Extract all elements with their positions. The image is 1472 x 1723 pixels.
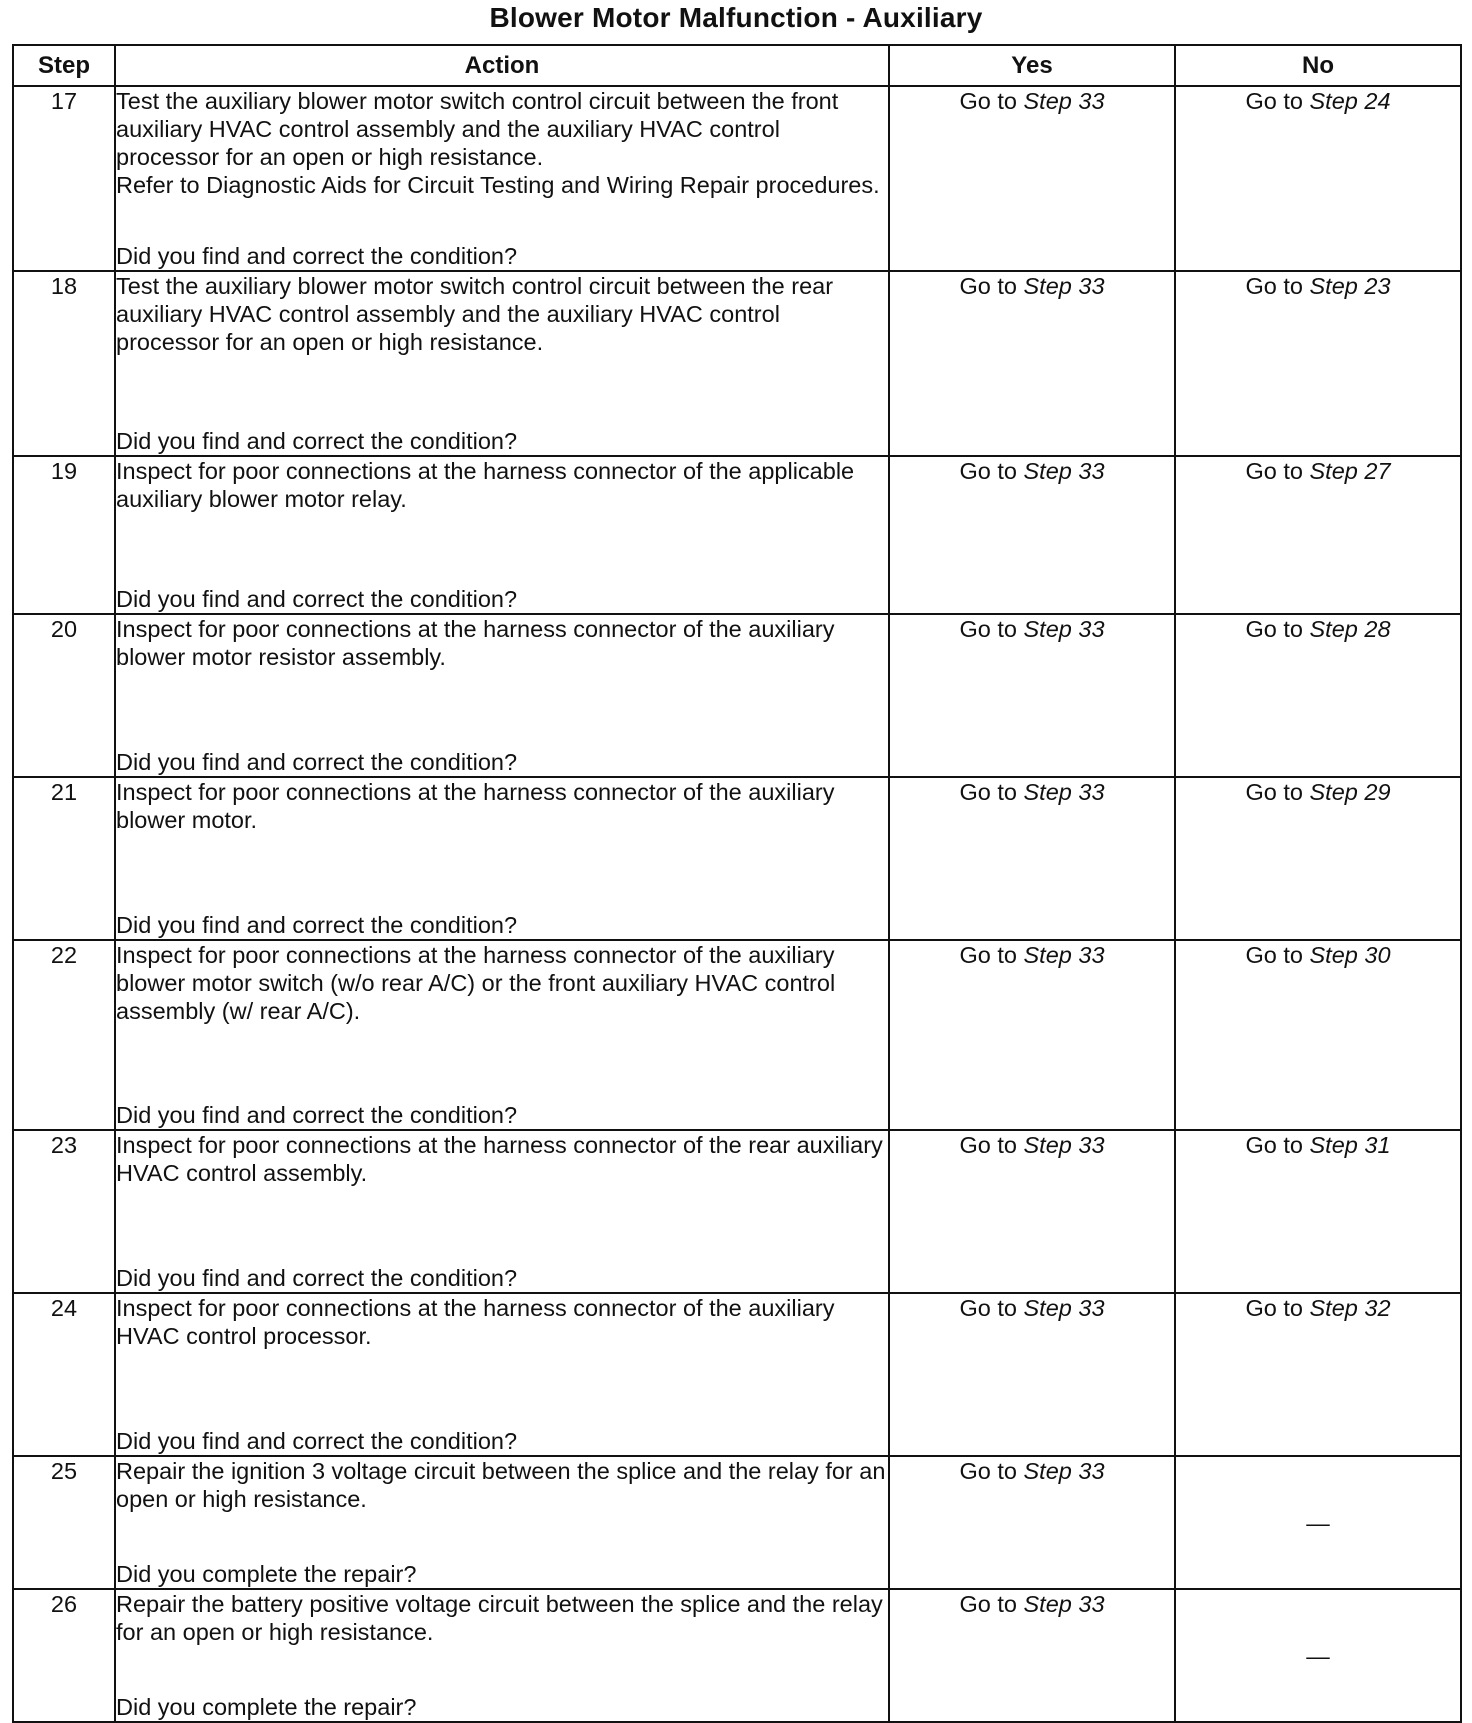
action-cell [115, 1589, 889, 1722]
action-cell [115, 1456, 889, 1589]
no-result [1175, 1456, 1461, 1589]
yes-result [889, 1293, 1175, 1456]
action-instructions [116, 457, 888, 513]
table-header-row [13, 45, 1461, 86]
yes-result [889, 1130, 1175, 1293]
action-question: Did you complete the repair? [116, 1694, 417, 1720]
goto-label: Go to [959, 779, 1017, 805]
action-cell [115, 940, 889, 1130]
action-paragraph: Test the auxiliary blower motor switch control circuit between the rear auxiliary HVAC control assembly and the auxiliary HVAC control processor for an open or high resistance. [116, 273, 834, 355]
no-result [1175, 1293, 1461, 1456]
table-row [13, 456, 1461, 614]
table-row [13, 86, 1461, 271]
goto-label: Go to [1245, 942, 1303, 968]
action-instructions [116, 615, 888, 671]
yes-result [889, 777, 1175, 940]
action-content [116, 457, 888, 613]
action-paragraph: Refer to Diagnostic Aids for Circuit Testing and Wiring Repair procedures. [116, 172, 880, 198]
no-result [1175, 1589, 1461, 1722]
action-question: Did you find and correct the condition? [116, 243, 518, 269]
step-number: 26 [13, 1589, 115, 1722]
step-number: 19 [13, 456, 115, 614]
action-paragraph: Repair the ignition 3 voltage circuit between the splice and the relay for an open or high resistance. [116, 1458, 886, 1512]
action-question: Did you complete the repair? [116, 1561, 417, 1587]
column-header-yes: Yes [889, 45, 1175, 86]
table-row [13, 777, 1461, 940]
action-instructions [116, 778, 888, 834]
action-content [116, 1294, 888, 1455]
goto-step-reference: Step 33 [1023, 1458, 1105, 1484]
yes-result [889, 1589, 1175, 1722]
goto-label: Go to [959, 616, 1017, 642]
action-content [116, 1590, 888, 1721]
action-instructions [116, 1131, 888, 1187]
goto-step-reference: Step 28 [1309, 616, 1391, 642]
action-question: Did you find and correct the condition? [116, 428, 518, 454]
action-instructions [116, 941, 888, 1025]
goto-step-reference: Step 33 [1023, 1295, 1105, 1321]
no-result [1175, 614, 1461, 777]
action-paragraph: Inspect for poor connections at the harness connector of the auxiliary blower motor switch (w/o rear A/C) or the front auxiliary HVAC control assembly (w/ rear A/C). [116, 942, 836, 1024]
goto-label: Go to [1245, 616, 1303, 642]
action-cell [115, 86, 889, 271]
action-question: Did you find and correct the condition? [116, 586, 518, 612]
no-result [1175, 777, 1461, 940]
column-header-no: No [1175, 45, 1461, 86]
goto-step-reference: Step 32 [1309, 1295, 1391, 1321]
goto-step-reference: Step 29 [1309, 779, 1391, 805]
goto-step-reference: Step 27 [1309, 458, 1391, 484]
no-result [1175, 271, 1461, 456]
action-content [116, 87, 888, 270]
no-result [1175, 456, 1461, 614]
action-cell [115, 456, 889, 614]
goto-label: Go to [959, 1458, 1017, 1484]
yes-result [889, 1456, 1175, 1589]
step-number: 18 [13, 271, 115, 456]
no-result [1175, 1130, 1461, 1293]
action-instructions [116, 1294, 888, 1350]
table-row [13, 940, 1461, 1130]
action-cell [115, 1130, 889, 1293]
action-paragraph: Inspect for poor connections at the harness connector of the applicable auxiliary blower motor relay. [116, 458, 855, 512]
action-cell [115, 1293, 889, 1456]
action-paragraph: Inspect for poor connections at the harness connector of the rear auxiliary HVAC control assembly. [116, 1132, 883, 1186]
action-content [116, 615, 888, 776]
column-header-action: Action [115, 45, 889, 86]
action-cell [115, 777, 889, 940]
goto-step-reference: Step 33 [1023, 779, 1105, 805]
diagnostic-table [12, 44, 1462, 1723]
action-instructions [116, 87, 888, 199]
page-title: Blower Motor Malfunction - Auxiliary [489, 2, 983, 33]
goto-label: Go to [959, 1132, 1017, 1158]
step-number: 24 [13, 1293, 115, 1456]
action-instructions [116, 1590, 888, 1646]
action-content [116, 1131, 888, 1292]
goto-label: Go to [959, 88, 1017, 114]
action-content [116, 941, 888, 1129]
action-instructions [116, 272, 888, 356]
action-content [116, 1457, 888, 1588]
goto-step-reference: Step 23 [1309, 273, 1391, 299]
goto-label: Go to [959, 1591, 1017, 1617]
no-result [1175, 86, 1461, 271]
table-body [13, 86, 1461, 1722]
yes-result [889, 86, 1175, 271]
action-question: Did you find and correct the condition? [116, 1428, 518, 1454]
goto-label: Go to [1245, 88, 1303, 114]
action-paragraph: Inspect for poor connections at the harness connector of the auxiliary HVAC control processor. [116, 1295, 835, 1349]
action-question: Did you find and correct the condition? [116, 1265, 518, 1291]
table-row [13, 1589, 1461, 1722]
goto-label: Go to [959, 273, 1017, 299]
action-paragraph: Inspect for poor connections at the harness connector of the auxiliary blower motor resistor assembly. [116, 616, 835, 670]
step-number: 25 [13, 1456, 115, 1589]
goto-step-reference: Step 33 [1023, 458, 1105, 484]
column-header-step: Step [13, 45, 115, 86]
yes-result [889, 456, 1175, 614]
action-question: Did you find and correct the condition? [116, 912, 518, 938]
goto-step-reference: Step 30 [1309, 942, 1391, 968]
goto-label: Go to [1245, 1132, 1303, 1158]
goto-step-reference: Step 33 [1023, 1591, 1105, 1617]
goto-label: Go to [1245, 273, 1303, 299]
goto-label: Go to [1245, 1295, 1303, 1321]
goto-step-reference: Step 33 [1023, 942, 1105, 968]
step-number: 17 [13, 86, 115, 271]
not-applicable-dash: — [1306, 1509, 1330, 1536]
action-instructions [116, 1457, 888, 1513]
table-row [13, 1293, 1461, 1456]
table-row [13, 271, 1461, 456]
action-content [116, 778, 888, 939]
action-paragraph: Test the auxiliary blower motor switch control circuit between the front auxiliary HVAC control assembly and the auxiliary HVAC control processor for an open or high resistance. [116, 88, 839, 170]
table-row [13, 1456, 1461, 1589]
action-content [116, 272, 888, 455]
goto-label: Go to [959, 942, 1017, 968]
goto-step-reference: Step 31 [1309, 1132, 1391, 1158]
goto-step-reference: Step 24 [1309, 88, 1391, 114]
goto-label: Go to [1245, 458, 1303, 484]
yes-result [889, 940, 1175, 1130]
yes-result [889, 271, 1175, 456]
step-number: 22 [13, 940, 115, 1130]
goto-step-reference: Step 33 [1023, 616, 1105, 642]
not-applicable-dash: — [1306, 1642, 1330, 1669]
goto-step-reference: Step 33 [1023, 88, 1105, 114]
yes-result [889, 614, 1175, 777]
action-question: Did you find and correct the condition? [116, 1102, 518, 1128]
goto-label: Go to [959, 1295, 1017, 1321]
step-number: 20 [13, 614, 115, 777]
step-number: 21 [13, 777, 115, 940]
action-paragraph: Repair the battery positive voltage circuit between the splice and the relay for an open or high resistance. [116, 1591, 883, 1645]
action-paragraph: Inspect for poor connections at the harness connector of the auxiliary blower motor. [116, 779, 835, 833]
goto-label: Go to [1245, 779, 1303, 805]
action-cell [115, 614, 889, 777]
no-result [1175, 940, 1461, 1130]
action-cell [115, 271, 889, 456]
step-number: 23 [13, 1130, 115, 1293]
table-row [13, 1130, 1461, 1293]
goto-step-reference: Step 33 [1023, 1132, 1105, 1158]
table-row [13, 614, 1461, 777]
action-question: Did you find and correct the condition? [116, 749, 518, 775]
goto-label: Go to [959, 458, 1017, 484]
goto-step-reference: Step 33 [1023, 273, 1105, 299]
